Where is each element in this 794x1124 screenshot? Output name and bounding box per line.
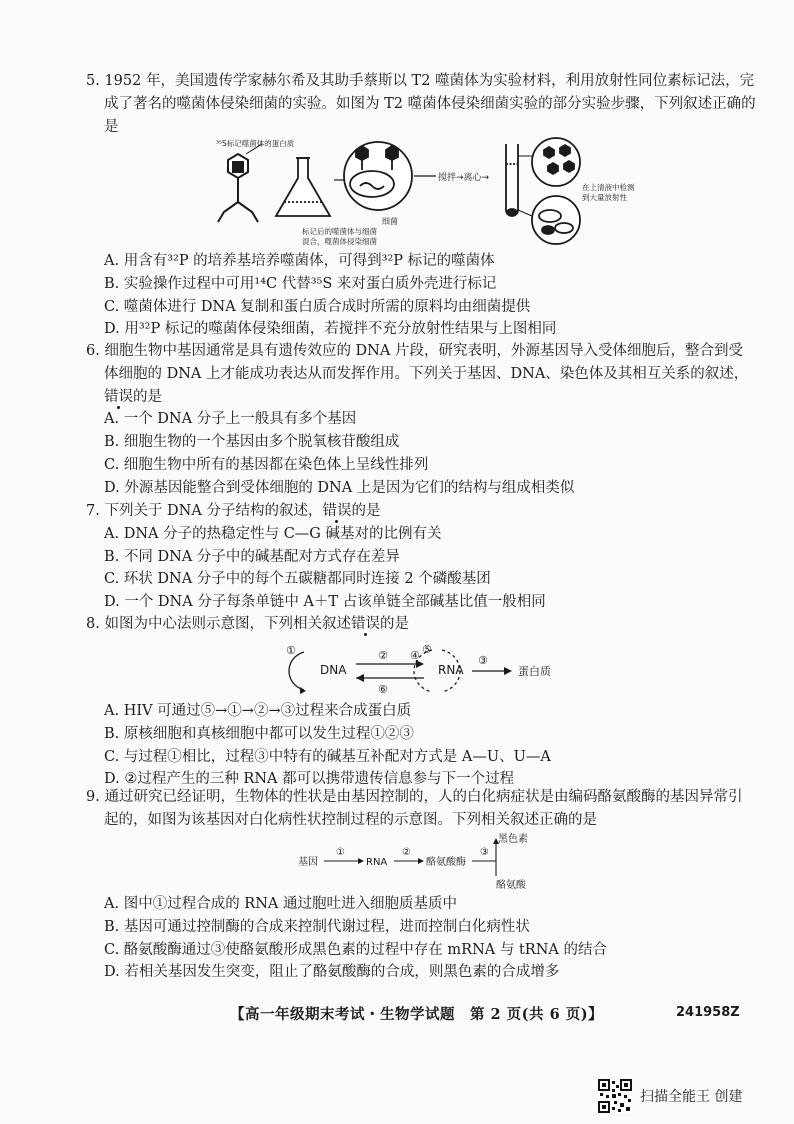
question-8-stem: 8. 如图为中心法则示意图，下列相关叙述错误的是 xyxy=(86,616,409,632)
phage-label: ³⁵S标记噬菌体的蛋白质 xyxy=(216,139,295,148)
q9-option-a: A. 图中①过程合成的 RNA 通过胞吐进入细胞质基质中 xyxy=(104,896,457,912)
label-6: ⑥ xyxy=(378,683,388,696)
albinism-pathway-figure xyxy=(296,832,556,892)
question-5 xyxy=(86,70,756,138)
melanin-label: 黑色素 xyxy=(498,834,528,845)
flask-label-line1: 标记后的噬菌体与细菌 xyxy=(302,227,377,236)
q6-option-c: C. 细胞生物中所有的基因都在染色体上呈线性排列 xyxy=(104,456,429,473)
q8-option-a: A. HIV 可通过⑤→①→②→③过程来合成蛋白质 xyxy=(104,703,412,719)
question-6 xyxy=(86,340,756,500)
q7-option-b: B. 不同 DNA 分子中的碱基配对方式存在差异 xyxy=(104,548,400,565)
q8-option-b: B. 原核细胞和真核细胞中都可以发生过程①②③ xyxy=(104,725,414,742)
label-3: ③ xyxy=(478,654,488,667)
q8-option-c: C. 与过程①相比，过程③中特有的碱基互补配对方式是 A—U、U—A xyxy=(104,748,551,765)
q9-option-d: D. 若相关基因发生突变，阻止了酪氨酸酶的合成，则黑色素的合成增多 xyxy=(104,964,560,981)
tyrosine-label: 酪氨酸 xyxy=(496,880,526,891)
flask-label-line2: 混合，噬菌体侵染细菌 xyxy=(302,237,377,246)
page-footer: 【高一年级期末考试・生物学试题 第 2 页(共 6 页)】 xyxy=(230,1006,604,1023)
pellet-icon xyxy=(532,196,580,244)
replication-loop xyxy=(289,652,304,690)
q7-option-d: D. 一个 DNA 分子每条单链中 A＋T 占该单链全部碱基比值一般相同 xyxy=(104,594,546,611)
central-dogma-figure xyxy=(282,640,582,698)
qr-code-icon xyxy=(598,1079,632,1113)
q5-option-d: D. 用³²P 标记的噬菌体侵染细菌，若搅拌不充分放射性结果与上图相同 xyxy=(104,321,557,338)
result-label-line2: 到大量放射性 xyxy=(582,193,627,202)
phage-experiment-figure xyxy=(210,136,640,250)
question-8 xyxy=(86,613,756,636)
question-5-stem: 5. 1952 年，美国遗传学家赫尔希及其助手蔡斯以 T2 噬菌体为实验材料，利用放射性同位素标记法，完成了著名的噬菌体侵染细菌的实验。如图为 T2 噬菌体侵染细菌实验的部分实验步骤，下列叙述正确的是 xyxy=(86,73,756,135)
rna-label: RNA xyxy=(366,857,388,868)
flask-icon xyxy=(276,158,330,216)
test-tube-icon xyxy=(506,144,518,216)
bacteria-infection-icon xyxy=(344,142,412,210)
rna-label: RNA xyxy=(438,663,464,677)
label-1: ① xyxy=(286,644,296,657)
dna-label: DNA xyxy=(320,663,347,677)
question-9-stem: 9. 通过研究已经证明，生物体的性状是由基因控制的，人的白化病症状是由编码酪氨酸酶的基因异常引起的，如图为该基因对白化病性状控制过程的示意图。下列相关叙述正确的是 xyxy=(86,789,743,828)
question-7 xyxy=(86,500,756,614)
label-2: ② xyxy=(378,649,388,662)
question-6-stem: 6. 细胞生物中基因通常是具有遗传效应的 DNA 片段，研究表明，外源基因导入受体细胞后，整合到受体细胞的 DNA 上才能成功表达从而发挥作用。下列关于基因、DNA、染色体及其相互关系的叙述，错误的是 xyxy=(86,343,749,405)
gene-label: 基因 xyxy=(298,857,318,868)
scanner-watermark xyxy=(598,1079,742,1113)
q6-option-a: A. 一个 DNA 分子上一般具有多个基因 xyxy=(104,411,357,428)
q6-option-b: B. 细胞生物的一个基因由多个脱氧核苷酸组成 xyxy=(104,434,400,451)
question-5-options xyxy=(86,250,756,341)
protein-label: 蛋白质 xyxy=(518,665,551,678)
step-3-label: ③ xyxy=(480,847,489,858)
result-label-line1: 在上清液中检测 xyxy=(582,183,635,192)
enzyme-label: 酪氨酸酶 xyxy=(426,857,466,868)
step-1-label: ① xyxy=(336,847,345,858)
question-8-options xyxy=(86,700,756,791)
label-4: ④ xyxy=(410,649,420,662)
q7-option-a: A. DNA 分子的热稳定性与 C—G 碱基对的比例有关 xyxy=(104,525,442,542)
question-7-stem: 7. 下列关于 DNA 分子结构的叙述，错误的是 xyxy=(86,503,381,519)
q8-option-d: D. ②过程产生的三种 RNA 都可以携带遗传信息参与下一个过程 xyxy=(104,771,515,788)
q5-option-c: C. 噬菌体进行 DNA 复制和蛋白质合成时所需的原料均由细菌提供 xyxy=(104,298,531,315)
q5-option-b: B. 实验操作过程中可用¹⁴C 代替³⁵S 来对蛋白质外壳进行标记 xyxy=(104,275,497,292)
watermark-text: 扫描全能王 创建 xyxy=(640,1089,743,1105)
step-2-label: ② xyxy=(402,847,411,858)
q5-option-a: A. 用含有³²P 的培养基培养噬菌体，可得到³²P 标记的噬菌体 xyxy=(104,253,495,269)
question-9 xyxy=(86,786,756,832)
bacteria-label: 细菌 xyxy=(382,217,398,226)
q9-option-b: B. 基因可通过控制酶的合成来控制代谢过程，进而控制白化病性状 xyxy=(104,918,530,935)
q7-option-c: C. 环状 DNA 分子中的每个五碳糖都同时连接 2 个磷酸基团 xyxy=(104,571,491,588)
q6-option-d: D. 外源基因能整合到受体细胞的 DNA 上是因为它们的结构与组成相类似 xyxy=(104,479,575,496)
q9-option-c: C. 酪氨酸酶通过③使酪氨酸形成黑色素的过程中存在 mRNA 与 tRNA 的结合 xyxy=(104,941,607,958)
phage-icon xyxy=(218,154,258,222)
question-9-options xyxy=(86,893,756,984)
label-5: ⑤ xyxy=(422,643,432,656)
process-step-label: 搅拌→离心→ xyxy=(438,173,490,183)
exam-code: 241958Z xyxy=(676,1005,740,1020)
supernatant-icon xyxy=(532,138,580,186)
